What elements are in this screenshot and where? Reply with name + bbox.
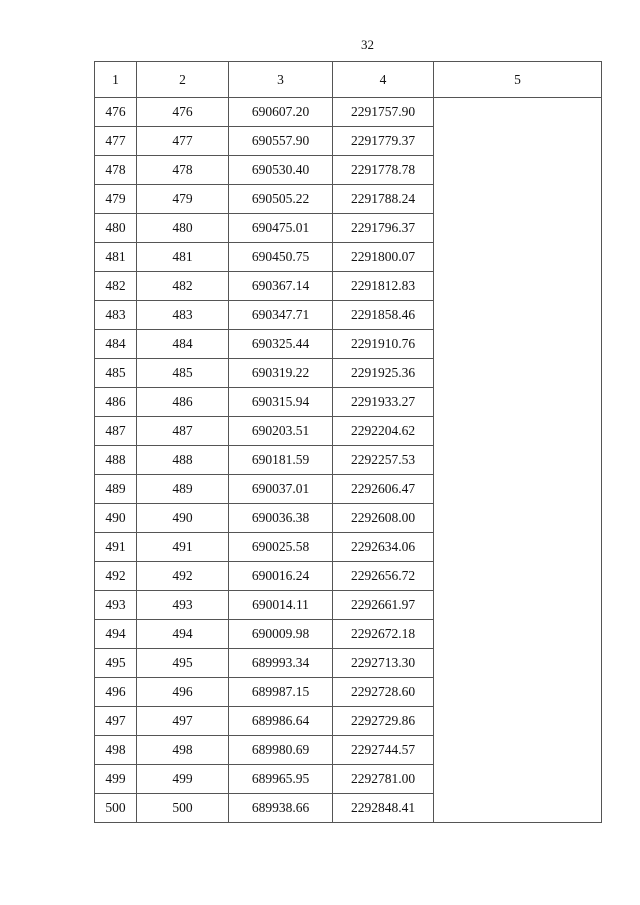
table-cell-col-1: 476 <box>95 98 137 127</box>
table-cell-col-1: 491 <box>95 533 137 562</box>
table-cell-col-2: 493 <box>137 591 229 620</box>
table-cell-col-1: 492 <box>95 562 137 591</box>
table-cell-col-4: 2292204.62 <box>333 417 434 446</box>
table-cell-col-2: 490 <box>137 504 229 533</box>
coordinates-table <box>94 61 602 823</box>
table-cell-col-2: 479 <box>137 185 229 214</box>
page-number: 32 <box>361 37 374 52</box>
table-cell-col-4: 2291933.27 <box>333 388 434 417</box>
column-header-1: 1 <box>95 62 137 98</box>
table-cell-col-2: 494 <box>137 620 229 649</box>
table-cell-col-4: 2292257.53 <box>333 446 434 475</box>
table-cell-col-4: 2291788.24 <box>333 185 434 214</box>
column-header-5: 5 <box>434 62 602 98</box>
table-cell-col-2: 492 <box>137 562 229 591</box>
table-cell-col-2: 491 <box>137 533 229 562</box>
table-cell-col-1: 497 <box>95 707 137 736</box>
table-cell-col-1: 479 <box>95 185 137 214</box>
column-header-4: 4 <box>333 62 434 98</box>
table-cell-col-3: 690315.94 <box>229 388 333 417</box>
table-cell-col-3: 690325.44 <box>229 330 333 359</box>
table-cell-col-2: 485 <box>137 359 229 388</box>
table-cell-col-2: 489 <box>137 475 229 504</box>
table-cell-col-2: 486 <box>137 388 229 417</box>
table-cell-col-4: 2291757.90 <box>333 98 434 127</box>
table-cell-col-4: 2292848.41 <box>333 794 434 823</box>
table-cell-col-1: 484 <box>95 330 137 359</box>
table-cell-col-1: 499 <box>95 765 137 794</box>
table-cell-col-2: 478 <box>137 156 229 185</box>
table-cell-col-3: 690475.01 <box>229 214 333 243</box>
table-cell-col-1: 496 <box>95 678 137 707</box>
table-cell-col-3: 690036.38 <box>229 504 333 533</box>
table-cell-col-4: 2292729.86 <box>333 707 434 736</box>
table-cell-col-3: 689980.69 <box>229 736 333 765</box>
table-cell-col-3: 690530.40 <box>229 156 333 185</box>
table-cell-col-3: 690025.58 <box>229 533 333 562</box>
table-cell-col-4: 2291910.76 <box>333 330 434 359</box>
table-cell-col-2: 497 <box>137 707 229 736</box>
table-cell-col-4: 2291812.83 <box>333 272 434 301</box>
table-cell-col-1: 495 <box>95 649 137 678</box>
table-cell-col-4: 2291800.07 <box>333 243 434 272</box>
table-cell-col-1: 500 <box>95 794 137 823</box>
table-cell-col-1: 483 <box>95 301 137 330</box>
table-cell-col-3: 690319.22 <box>229 359 333 388</box>
table-cell-col-4: 2292744.57 <box>333 736 434 765</box>
table-cell-col-1: 498 <box>95 736 137 765</box>
table-cell-col-2: 499 <box>137 765 229 794</box>
table-cell-col-3: 690037.01 <box>229 475 333 504</box>
table-cell-col-3: 690203.51 <box>229 417 333 446</box>
table-cell-col-2: 495 <box>137 649 229 678</box>
column-header-3: 3 <box>229 62 333 98</box>
table-body <box>95 98 602 823</box>
table-cell-col-3: 690016.24 <box>229 562 333 591</box>
column-header-2: 2 <box>137 62 229 98</box>
table-cell-col-1: 490 <box>95 504 137 533</box>
table-cell-col-3: 690367.14 <box>229 272 333 301</box>
table-cell-col-4: 2292781.00 <box>333 765 434 794</box>
table-cell-col-2: 482 <box>137 272 229 301</box>
table-cell-col-3: 690347.71 <box>229 301 333 330</box>
table-cell-col-2: 476 <box>137 98 229 127</box>
table-cell-col-2: 498 <box>137 736 229 765</box>
header-row <box>95 62 602 98</box>
table-cell-col-3: 689938.66 <box>229 794 333 823</box>
table-cell-col-2: 500 <box>137 794 229 823</box>
table-cell-col-2: 496 <box>137 678 229 707</box>
table-cell-col-4: 2292606.47 <box>333 475 434 504</box>
table-cell-col-2: 487 <box>137 417 229 446</box>
table-cell-col-1: 481 <box>95 243 137 272</box>
table-cell-col-4: 2292661.97 <box>333 591 434 620</box>
table-cell-col-1: 494 <box>95 620 137 649</box>
table-cell-col-4: 2292728.60 <box>333 678 434 707</box>
table-cell-col-4: 2291779.37 <box>333 127 434 156</box>
table-cell-col-1: 480 <box>95 214 137 243</box>
table-cell-col-3: 689993.34 <box>229 649 333 678</box>
table-cell-col-3: 690181.59 <box>229 446 333 475</box>
table-row <box>95 98 602 127</box>
table-cell-col-1: 482 <box>95 272 137 301</box>
table-cell-col-4: 2292713.30 <box>333 649 434 678</box>
table-cell-col-1: 478 <box>95 156 137 185</box>
table-cell-col-1: 489 <box>95 475 137 504</box>
table-cell-col-3: 690505.22 <box>229 185 333 214</box>
table-cell-col-4: 2291858.46 <box>333 301 434 330</box>
table-cell-col-1: 485 <box>95 359 137 388</box>
table-cell-col-2: 488 <box>137 446 229 475</box>
table-cell-col-3: 689986.64 <box>229 707 333 736</box>
table-cell-col-1: 487 <box>95 417 137 446</box>
table-cell-col-3: 690557.90 <box>229 127 333 156</box>
table-cell-col-4: 2291796.37 <box>333 214 434 243</box>
table-cell-col-2: 477 <box>137 127 229 156</box>
table-cell-col-1: 486 <box>95 388 137 417</box>
table-cell-col-4: 2292608.00 <box>333 504 434 533</box>
table-cell-col-1: 477 <box>95 127 137 156</box>
table-cell-col-4: 2291925.36 <box>333 359 434 388</box>
table-cell-col-2: 481 <box>137 243 229 272</box>
table-cell-col-1: 488 <box>95 446 137 475</box>
table-cell-col-3: 690607.20 <box>229 98 333 127</box>
table-cell-col-4: 2292634.06 <box>333 533 434 562</box>
table-cell-col-2: 480 <box>137 214 229 243</box>
table-cell-col-3: 690450.75 <box>229 243 333 272</box>
table-cell-col-3: 689987.15 <box>229 678 333 707</box>
table-cell-col-3: 689965.95 <box>229 765 333 794</box>
table-cell-col-1: 493 <box>95 591 137 620</box>
table-cell-col-3: 690009.98 <box>229 620 333 649</box>
table-cell-col-2: 484 <box>137 330 229 359</box>
table-cell-col-4: 2291778.78 <box>333 156 434 185</box>
table-cell-col-4: 2292656.72 <box>333 562 434 591</box>
table-cell-col-5-merged <box>434 98 602 823</box>
table-cell-col-4: 2292672.18 <box>333 620 434 649</box>
table-cell-col-2: 483 <box>137 301 229 330</box>
table-cell-col-3: 690014.11 <box>229 591 333 620</box>
